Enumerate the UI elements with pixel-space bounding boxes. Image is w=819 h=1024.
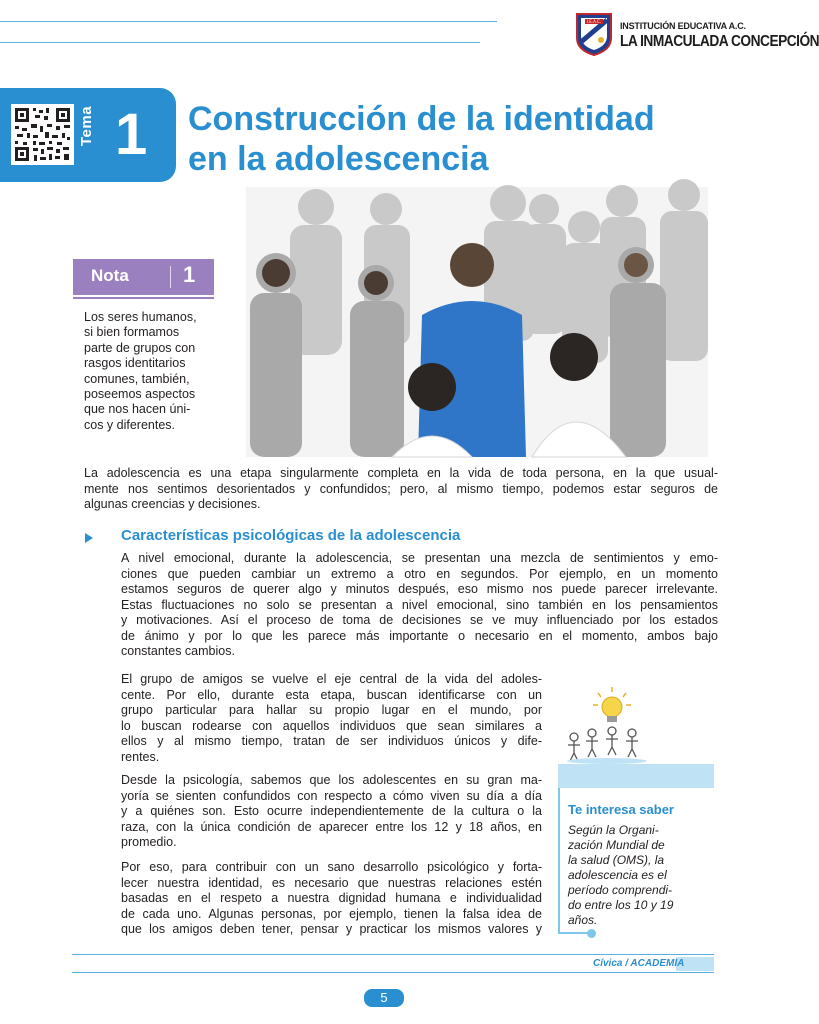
info-box-line: zación Mundial de	[568, 838, 665, 852]
note-divider	[170, 266, 171, 288]
info-box-bottom-line	[558, 932, 588, 934]
top-rule-1	[0, 21, 497, 22]
info-box-title: Te interesa saber	[568, 802, 674, 817]
info-box-line: la salud (OMS), la	[568, 853, 665, 867]
page-title	[188, 99, 748, 179]
paragraph-line: Estas fluctuaciones no solo se presentan a nivel emocional, sino también en los pensamientos	[121, 597, 718, 612]
info-box-header	[558, 764, 714, 788]
paragraph-line: de ánimo y por lo que les parece más importante o necesario en el momento, ambos bajo	[121, 628, 718, 643]
topic-number: 1	[115, 102, 148, 167]
footer-rule-2	[72, 972, 714, 973]
note-underline	[73, 297, 214, 299]
note-line: que nos hacen úni-	[84, 402, 191, 417]
paragraph-line: cente. Por ello, durante esta etapa, buscan identificarse con un	[121, 687, 542, 702]
paragraph-line: El grupo de amigos se vuelve el eje central de la vida del adoles-	[121, 672, 542, 686]
institution-name: LA INMACULADA CONCEPCIÓN	[620, 33, 819, 50]
paragraph-line: estamos seguros de querer algo y minutos después, eso mismo nos puede parecer irrelevante.	[121, 582, 718, 596]
institution-subtitle: INSTITUCIÓN EDUCATIVA A.C.	[620, 21, 746, 31]
section-title: Características psicológicas de la adolescencia	[121, 527, 461, 544]
info-box-line: Según la Organi-	[568, 823, 659, 837]
paragraph-3	[121, 773, 542, 851]
intro-paragraph	[84, 466, 718, 513]
title-line-1: Construcción de la identidad	[188, 100, 655, 138]
topic-label: Tema	[78, 105, 95, 146]
paragraph-line: y motivaciones. Así el proceso de toma de decisiones se ve muy influenciado por los estados	[121, 613, 718, 627]
title-line-2: en la adolescencia	[188, 140, 489, 178]
lightbulb-people-icon	[562, 685, 672, 765]
footer-subject: Cívica / ACADEMIA	[593, 958, 685, 969]
note-line: rasgos identitarios	[84, 356, 186, 371]
note-line: cos y diferentes.	[84, 417, 176, 432]
paragraph-line: ciones que pueden cambiar un extremo a otro en segundos. Por ejemplo, en un momento	[121, 566, 718, 581]
info-box-line: adolescencia es el	[568, 868, 667, 882]
note-line: comunes, también,	[84, 371, 190, 386]
paragraph-line: Por eso, para contribuir con un sano desarrollo psicológico y forta-	[121, 860, 542, 874]
note-number: 1	[183, 262, 196, 287]
paragraph-line: ellos y al mismo tiempo, tratan de ser individuos únicos y dife-	[121, 734, 542, 748]
note-line: parte de grupos con	[84, 340, 196, 355]
shield-text: I.E.A.C.	[586, 19, 602, 24]
note-line: si bien formamos	[84, 325, 180, 340]
note-label: Nota	[91, 266, 129, 285]
note-line: Los seres humanos,	[84, 310, 197, 324]
paragraph-2	[121, 672, 542, 765]
page-number: 5	[364, 989, 404, 1007]
paragraph-line: Desde la psicología, sabemos que los adolescentes en su gran ma-	[121, 773, 542, 787]
paragraph-line: lecer nuestra identidad, es necesario que nuestras relaciones estén	[121, 875, 542, 890]
paragraph-line: raza, con la única condición de aparecer entre los 12 y 18 años, en	[121, 819, 542, 834]
paragraph-line: basadas en el respeto a nuestra dignidad humana e individualidad	[121, 891, 542, 905]
section-arrow-icon	[85, 533, 93, 543]
info-box-dot	[587, 929, 596, 938]
paragraph-line: rentes.	[121, 749, 160, 764]
paragraph-line: y a quiénes son. Esto ocurre independientemente de la cultura o la	[121, 804, 542, 818]
paragraph-line: grupo particular para hallar su propio lugar en el mundo, por	[121, 703, 542, 717]
paragraph-1	[121, 551, 718, 660]
paragraph-line: promedio.	[121, 835, 177, 849]
intro-line: algunas creencias y decisiones.	[84, 497, 261, 511]
paragraph-line: yoría se sienten confundidos con respecto a cómo viven su día a día	[121, 788, 542, 803]
paragraph-line: lo buscan rodearse con aquellos individuos que sean similares a	[121, 718, 542, 733]
paragraph-line: de cada uno. Algunas personas, por ejemplo, tienen la falsa idea de	[121, 906, 542, 921]
note-text	[84, 310, 204, 433]
intro-line: mente nos sentimos desorientados y confundidos; pero, al mismo tiempo, podemos estar seguros de	[84, 481, 718, 496]
info-box-line: años.	[568, 913, 598, 927]
teenagers-group-photo	[246, 187, 708, 457]
qr-code-icon[interactable]	[11, 104, 74, 165]
paragraph-line: A nivel emocional, durante la adolescencia, se presentan una mezcla de sentimientos y emo-	[121, 551, 718, 565]
info-box-line: período comprendi-	[568, 883, 673, 897]
info-box-text	[568, 823, 708, 928]
note-line: poseemos aspectos	[84, 387, 196, 402]
info-box-line: do entre los 10 y 19	[568, 898, 674, 912]
footer-rule-1	[72, 954, 714, 955]
intro-line: La adolescencia es una etapa singularmente completa en la vida de toda persona, en la que usual-	[84, 466, 718, 480]
top-rule-2	[0, 42, 480, 43]
school-shield-icon	[575, 12, 613, 56]
info-box-border	[558, 788, 560, 933]
paragraph-line: constantes cambios.	[121, 644, 235, 658]
paragraph-line: que los amigos deben tener, pensar y practicar los mismos valores y	[121, 922, 542, 936]
paragraph-4	[121, 860, 542, 938]
